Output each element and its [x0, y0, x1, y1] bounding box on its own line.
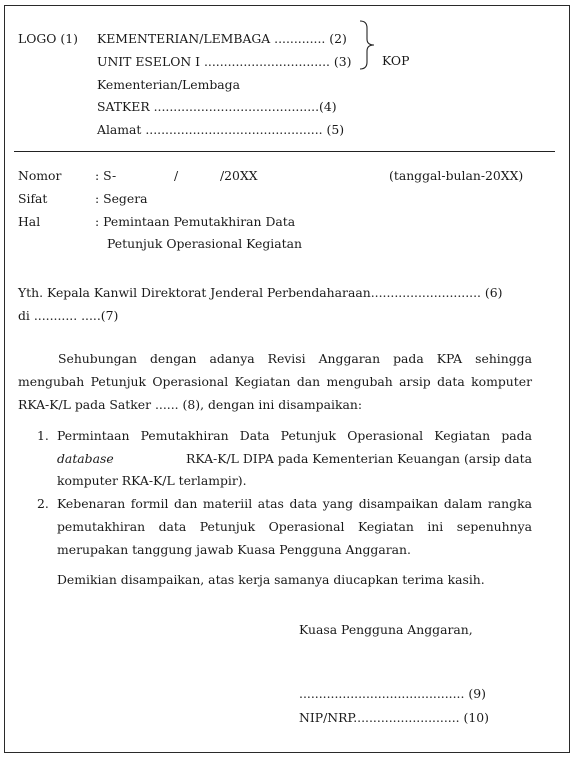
recipient-location: di ........... .....(7)	[18, 308, 119, 323]
kop-label: KOP	[382, 53, 410, 68]
item2-number: 2.	[37, 496, 49, 511]
header-divider	[14, 151, 555, 152]
item1-line3: komputer RKA-K/L terlampir).	[57, 473, 247, 488]
nomor-prefix: : S-	[95, 168, 117, 183]
signatory-nip: NIP/NRP........................... (10)	[299, 710, 489, 725]
sifat-value: : Segera	[95, 191, 148, 206]
nomor-label: Nomor	[18, 168, 62, 183]
paragraph-line3: RKA-K/L pada Satker ...... (8), dengan ini disampaikan:	[18, 397, 362, 412]
item1-line1: Permintaan Pemutakhiran Data Petunjuk Operasional Kegiatan pada	[57, 428, 532, 443]
item2-line2: pemutakhiran data Petunjuk Operasional Kegiatan ini sepenuhnya	[57, 519, 532, 534]
nomor-year: /20XX	[220, 168, 258, 183]
paragraph-line2: mengubah Petunjuk Operasional Kegiatan dan mengubah arsip data komputer	[18, 374, 532, 389]
item2-line1: Kebenaran formil dan materiil atas data yang disampaikan dalam rangka	[57, 496, 532, 511]
kop-brace	[358, 20, 376, 70]
kop-unit-eselon: UNIT ESELON I ................................ (3)	[97, 54, 352, 69]
item2-line3: merupakan tanggung jawab Kuasa Pengguna Anggaran.	[57, 542, 411, 557]
logo-placeholder: LOGO (1)	[18, 31, 78, 46]
signatory-title: Kuasa Pengguna Anggaran,	[299, 622, 473, 637]
paragraph-line1: Sehubungan dengan adanya Revisi Anggaran pada KPA sehingga	[58, 351, 532, 366]
item1-database-word: database	[57, 451, 114, 466]
kop-address: Alamat ............................................. (5)	[97, 122, 345, 137]
hal-value-line2: Petunjuk Operasional Kegiatan	[107, 236, 302, 251]
nomor-slash: /	[174, 168, 179, 183]
item1-line2	[57, 451, 532, 467]
recipient-line: Yth. Kepala Kanwil Direktorat Jenderal Perbendaharaan............................ (6)	[18, 285, 503, 300]
item1-line2-rest: RKA-K/L DIPA pada Kementerian Keuangan (arsip data	[186, 451, 532, 466]
kop-ministry-lower: Kementerian/Lembaga	[97, 77, 241, 92]
item1-number: 1.	[37, 428, 49, 443]
signatory-name: .......................................... (9)	[299, 686, 486, 701]
hal-label: Hal	[18, 214, 41, 229]
kop-ministry: KEMENTERIAN/LEMBAGA ............. (2)	[97, 31, 347, 46]
kop-satker: SATKER ..........................................(4)	[97, 99, 337, 114]
sifat-label: Sifat	[18, 191, 48, 206]
hal-value-line1: : Pemintaan Pemutakhiran Data	[95, 214, 296, 229]
closing-sentence: Demikian disampaikan, atas kerja samanya diucapkan terima kasih.	[57, 572, 485, 587]
letter-date: (tanggal-bulan-20XX)	[389, 168, 524, 183]
